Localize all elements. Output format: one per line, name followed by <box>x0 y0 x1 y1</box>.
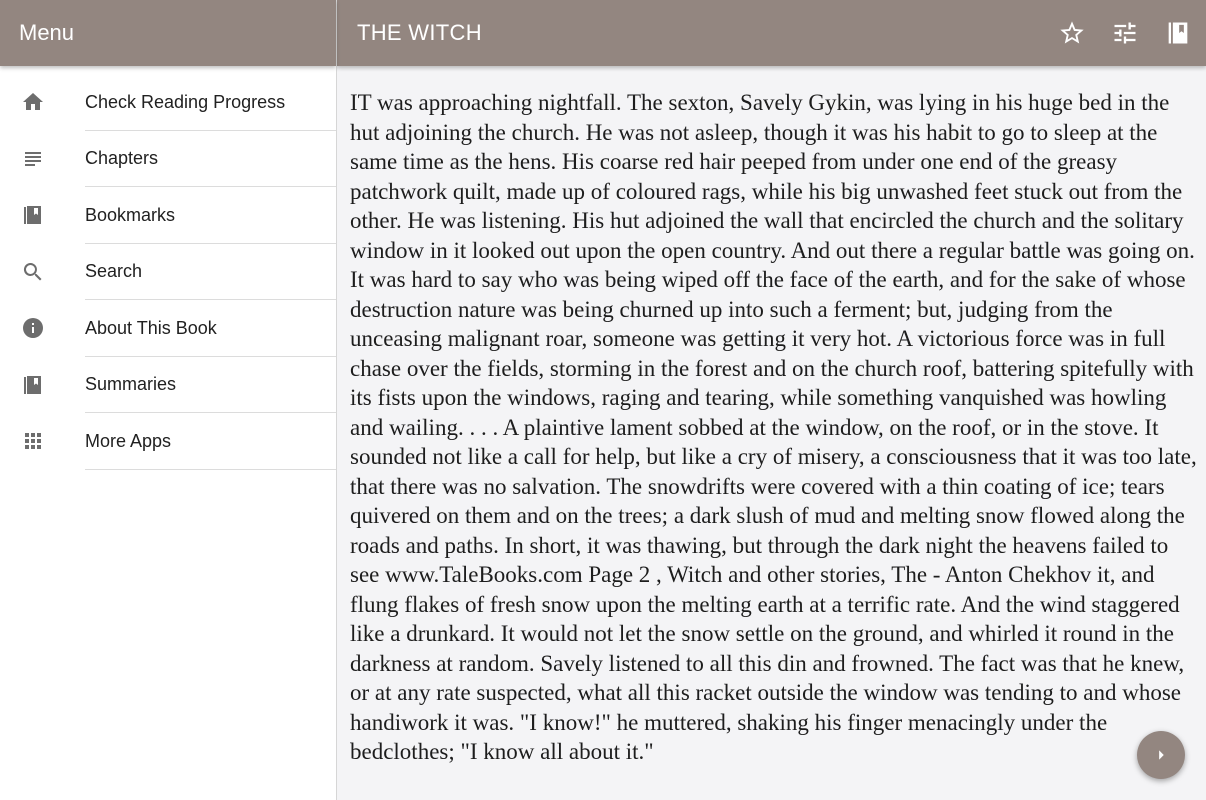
book-text: IT was approaching nightfall. The sexton, Savely Gykin, was lying in his huge bed in the hut adjoining the church. He was not asleep, though it was his habit to go to sleep at the same time as the hens. His coarse red hair peeped from under one end of the greasy patchwork quilt, made up of coloured rags, while his big unwashed feet stuck out from the other. He was listening. His hut adjoined the wall that encircled the church and the solitary window in it looked out upon the open country. And out there a regular battle was going on. It was hard to say who was being wiped off the face of the earth, and for the sake of whose destruction nature was being churned up into such a ferment; but, judging from the unceasing malignant roar, someone was getting it very hot. A victorious force was in full chase over the fields, storming in the forest and on the church roof, battering spitefully with its fists upon the windows, raging and tearing, while something vanquished was howling and wailing. . . . A plaintive lament sobbed at the window, on the roof, or in the stove. It sounded not like a call for help, but like a cry of misery, a consciousness that it was too late, that there was no salvation. The snowdrifts were covered with a thin coating of ice; tears quivered on them and on the trees; a dark slush of mud and melting snow flowed along the roads and paths. In short, it was thawing, but through the dark night the heavens failed to see www.TaleBooks.com Page 2 , Witch and other stories, The - Anton Chekhov it, and flung flakes of fresh snow upon the melting earth at a terrific rate. And the wind staggered like a drunkard. It would not let the snow settle on the ground, and whirled it round in the darkness at random. Savely listened to all this din and frowned. The fact was that he knew, or at any rate suspected, what all this racket outside the window was tending to and whose handiwork it was. "I know!" he muttered, shaking his finger menacingly under the bedclothes; "I know all about it." <box>350 90 1197 764</box>
reader-settings-button[interactable] <box>1111 19 1139 47</box>
next-page-icon <box>1150 744 1172 766</box>
drawer-title: Menu <box>19 20 75 45</box>
book-icon <box>21 203 45 227</box>
reader-main <box>337 0 1206 800</box>
menu-item-check-reading-progress[interactable] <box>0 74 336 131</box>
home-icon <box>21 90 45 114</box>
search-icon <box>21 260 45 284</box>
list-icon <box>21 147 45 171</box>
app-bar <box>337 0 1206 66</box>
bookmarks-icon <box>1164 19 1192 47</box>
navigation-drawer <box>0 0 337 800</box>
menu-item-label: Check Reading Progress <box>85 91 286 112</box>
menu-item-label: Summaries <box>85 374 177 395</box>
info-icon <box>21 316 45 340</box>
sliders-icon <box>1111 19 1139 47</box>
menu-item-label: About This Book <box>85 317 217 338</box>
drawer-header <box>0 0 336 66</box>
menu-list <box>0 66 336 470</box>
reader-content[interactable] <box>350 88 1198 800</box>
menu-item-label: Search <box>85 261 143 282</box>
menu-item-label: More Apps <box>85 430 172 451</box>
menu-item-search[interactable] <box>0 244 336 301</box>
bookmarks-button[interactable] <box>1164 19 1192 47</box>
menu-item-more-apps[interactable] <box>0 413 336 470</box>
next-page-button[interactable] <box>1137 731 1185 779</box>
menu-item-bookmarks[interactable] <box>0 187 336 244</box>
app-bar-actions <box>1033 0 1192 66</box>
menu-item-chapters[interactable] <box>0 131 336 188</box>
star-icon <box>1058 19 1086 47</box>
menu-item-about-this-book[interactable] <box>0 300 336 357</box>
menu-item-label: Bookmarks <box>85 204 176 225</box>
book-icon <box>21 373 45 397</box>
apps-grid-icon <box>21 429 45 453</box>
menu-item-label: Chapters <box>85 148 159 169</box>
menu-item-summaries[interactable] <box>0 357 336 414</box>
book-title: THE WITCH <box>357 20 482 45</box>
favorite-button[interactable] <box>1058 19 1086 47</box>
